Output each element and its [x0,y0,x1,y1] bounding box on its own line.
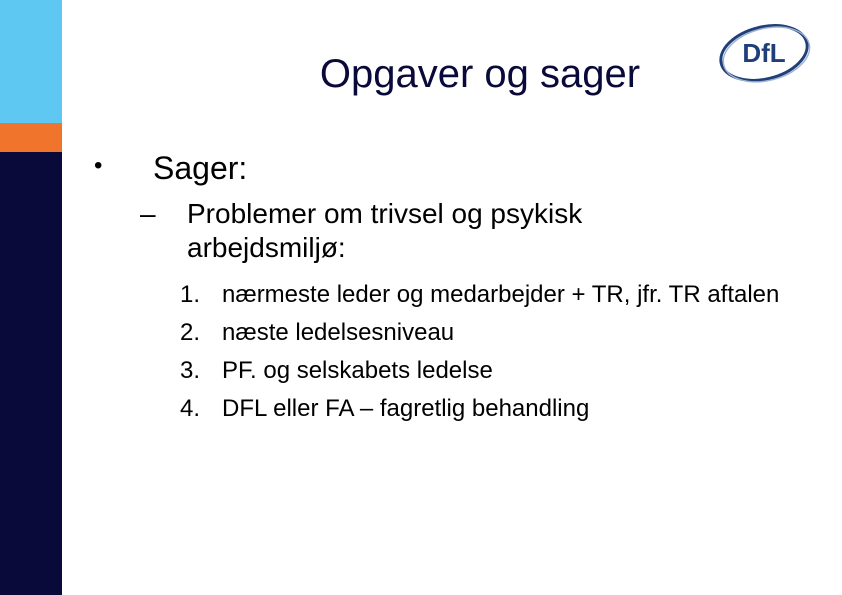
list-item [180,280,800,310]
list-item-text: nærmeste leder og medarbejder + TR, jfr. TR aftalen [222,281,780,308]
sub-bullet-item: Problemer om trivsel og psykisk arbejdsmiljø: [187,198,583,263]
list-item-number: 2. [180,319,201,346]
bullet-item-sager: Sager: [153,150,248,186]
list-item [180,394,800,424]
list-item-text: DFL eller FA – fagretlig behandling [222,395,590,422]
sidebar-top-band [0,0,62,123]
list-item-number: 3. [180,357,201,384]
list-item-text: næste ledelsesniveau [222,319,455,346]
dfl-logo [715,20,813,86]
dfl-logo-text: DfL [742,38,786,68]
list-item [180,318,800,348]
sidebar-bottom-band [0,152,62,595]
list-item-text: PF. og selskabets ledelse [222,357,493,384]
sub-bullet-dash: – [140,198,156,229]
list-item-number: 1. [180,281,201,308]
sidebar-accent-band [0,123,62,152]
numbered-steps-list [180,280,800,432]
list-item-number: 4. [180,395,201,422]
slide-title: Opgaver og sager [319,52,641,96]
list-item [180,356,800,386]
bullet-marker: • [94,152,103,179]
